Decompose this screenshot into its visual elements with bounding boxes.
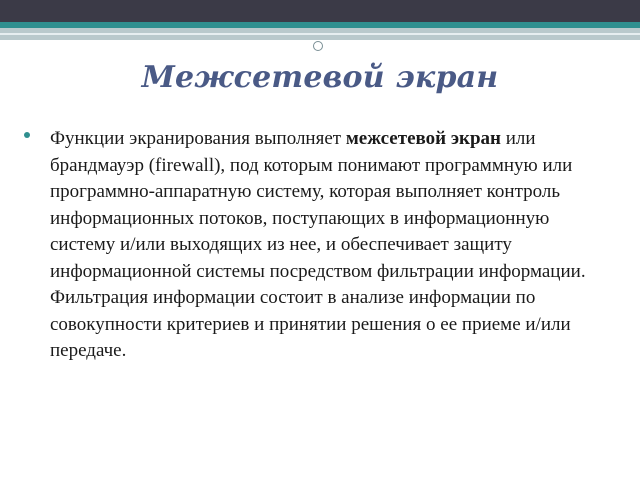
paragraph-rest: или брандмауэр (firewall), под которым понимают программную или программно-аппаратную систему, которая выполняет контроль информационных потоков, поступающих в информационную систему и/или выходящих из нее, и обеспечивает защиту информационной системы посредством фильтрации информации. Фильтрация информации состоит в анализе информации по совокупности критериев и принятии решения о ее приеме и/или передаче. [50,128,586,361]
paragraph-intro: Функции экранирования выполняет [50,128,346,149]
header-band-dark [0,0,640,22]
content-area [36,126,616,365]
paragraph-bold-term: межсетевой экран [345,128,502,149]
slide-title: Межсетевой экран [141,60,499,95]
body-paragraph [36,126,616,365]
header-band-highlight [0,33,640,35]
bullet-icon [24,132,30,138]
circle-marker-icon [313,41,323,51]
